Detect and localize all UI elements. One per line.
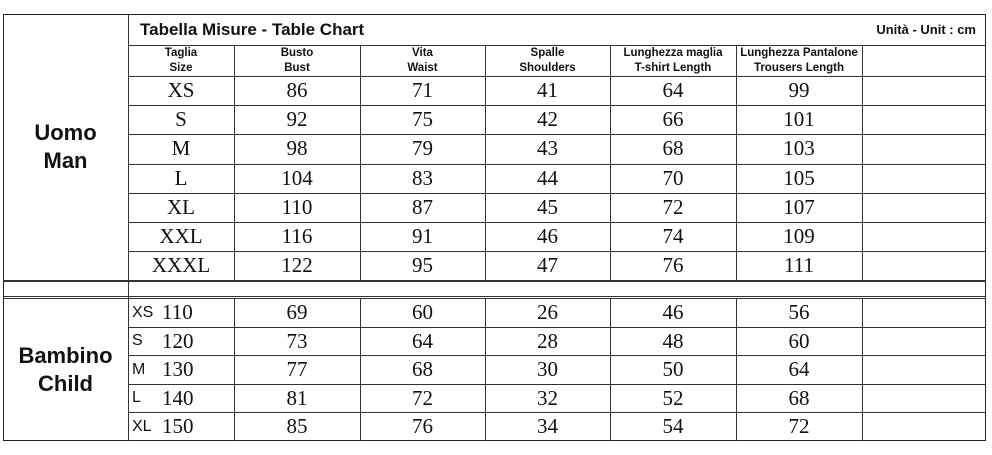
measure-cell-shoulders: 42: [537, 107, 558, 132]
size-cell: [128, 355, 234, 384]
size-cell: M: [171, 136, 191, 161]
measure-cell-trousers: 103: [783, 136, 815, 161]
measure-cell-bust: 86: [286, 78, 308, 103]
measure-cell-trousers: 60: [788, 328, 810, 353]
size-cell: XXL: [159, 224, 203, 249]
column-header: [485, 45, 610, 76]
measure-cell-waist: 75: [412, 107, 433, 132]
column-header-it: Lunghezza maglia: [623, 46, 723, 59]
column-header-en: Trousers Length: [753, 61, 845, 74]
measure-cell-waist: 68: [412, 357, 433, 382]
measure-cell-waist: 72: [412, 385, 433, 410]
group-label-it: Uomo: [34, 120, 97, 146]
measure-cell-waist: 87: [412, 194, 433, 219]
measure-cell-shoulders: 47: [537, 253, 558, 278]
measure-cell-waist: 83: [412, 165, 433, 190]
grid-line-horizontal: [3, 280, 986, 282]
size-cell: XL: [167, 194, 195, 219]
measure-cell-trousers: 109: [783, 224, 815, 249]
column-header: [128, 45, 234, 76]
column-header-it: Vita: [412, 46, 433, 59]
size-cell: L: [174, 165, 188, 190]
child-size-label: L: [132, 389, 141, 407]
child-height-value: 120: [162, 328, 194, 353]
measure-cell-shoulders: 28: [537, 328, 558, 353]
measure-cell-tshirt: 46: [662, 300, 684, 325]
column-header-it: Spalle: [530, 46, 565, 59]
measure-cell-shoulders: 46: [537, 224, 558, 249]
measure-cell-waist: 71: [412, 78, 433, 103]
column-header-en: Waist: [407, 61, 438, 74]
measure-cell-shoulders: 43: [537, 136, 558, 161]
measure-cell-trousers: 68: [788, 385, 810, 410]
measure-cell-bust: 104: [281, 165, 313, 190]
column-header: [234, 45, 360, 76]
measure-cell-tshirt: 68: [662, 136, 684, 161]
column-header-it: Busto: [280, 46, 314, 59]
size-cell: [128, 327, 234, 356]
measure-cell-waist: 60: [412, 300, 433, 325]
measure-cell-bust: 92: [286, 107, 308, 132]
measure-cell-bust: 81: [286, 385, 308, 410]
column-header: [736, 45, 862, 76]
size-cell: [128, 298, 234, 327]
measure-cell-shoulders: 45: [537, 194, 558, 219]
measure-cell-bust: 122: [281, 253, 313, 278]
measure-cell-shoulders: 30: [537, 357, 558, 382]
measure-cell-trousers: 105: [783, 165, 815, 190]
measure-cell-shoulders: 34: [537, 414, 558, 439]
grid-line-vertical: [862, 298, 863, 441]
column-header-it: Taglia: [164, 46, 198, 59]
measure-cell-bust: 69: [286, 300, 308, 325]
child-size-label: XS: [132, 303, 154, 321]
column-header-en: Size: [169, 61, 193, 74]
size-cell: XXXL: [151, 253, 211, 278]
table-title: Tabella Misure - Table Chart: [140, 19, 365, 39]
measure-cell-waist: 95: [412, 253, 433, 278]
measure-cell-bust: 116: [281, 224, 313, 249]
measure-cell-shoulders: 26: [537, 300, 558, 325]
group-label-it: Bambino: [18, 342, 113, 368]
column-header-en: T-shirt Length: [634, 61, 712, 74]
measure-cell-bust: 85: [286, 414, 308, 439]
group-label-en: Child: [38, 370, 93, 396]
measure-cell-trousers: 99: [788, 78, 810, 103]
measure-cell-trousers: 72: [788, 414, 810, 439]
measure-cell-tshirt: 64: [662, 78, 684, 103]
unit-label: Unità - Unit : cm: [876, 22, 976, 37]
size-cell: [128, 384, 234, 413]
child-size-label: M: [132, 360, 146, 378]
measure-cell-tshirt: 72: [662, 194, 684, 219]
measure-cell-waist: 76: [412, 414, 433, 439]
measure-cell-shoulders: 41: [537, 78, 558, 103]
measure-cell-waist: 79: [412, 136, 433, 161]
measure-cell-tshirt: 54: [662, 414, 684, 439]
measure-cell-waist: 91: [412, 224, 433, 249]
column-header-en: Shoulders: [519, 61, 576, 74]
measure-cell-tshirt: 66: [662, 107, 684, 132]
child-height-value: 140: [162, 385, 194, 410]
measure-cell-trousers: 111: [784, 253, 814, 278]
measure-cell-tshirt: 48: [662, 328, 684, 353]
size-cell: [128, 412, 234, 441]
measure-cell-tshirt: 76: [662, 253, 684, 278]
measure-cell-trousers: 64: [788, 357, 810, 382]
measure-cell-trousers: 107: [783, 194, 815, 219]
column-header-en: Bust: [284, 61, 310, 74]
child-size-label: XL: [132, 417, 152, 435]
measure-cell-tshirt: 70: [662, 165, 684, 190]
measure-cell-bust: 73: [286, 328, 308, 353]
measure-cell-waist: 64: [412, 328, 433, 353]
measure-cell-tshirt: 74: [662, 224, 684, 249]
measure-cell-trousers: 101: [783, 107, 815, 132]
child-height-value: 150: [162, 414, 194, 439]
measure-cell-shoulders: 32: [537, 385, 558, 410]
column-header: [360, 45, 485, 76]
group-label-en: Man: [43, 148, 88, 174]
child-height-value: 130: [162, 357, 194, 382]
measure-cell-bust: 110: [281, 194, 313, 219]
size-cell: S: [175, 107, 187, 132]
measure-cell-tshirt: 50: [662, 357, 684, 382]
measure-cell-bust: 77: [286, 357, 308, 382]
measure-cell-tshirt: 52: [662, 385, 684, 410]
child-size-label: S: [132, 332, 143, 350]
measure-cell-trousers: 56: [788, 300, 810, 325]
size-cell: XS: [167, 78, 195, 103]
column-header-it: Lunghezza Pantalone: [740, 46, 858, 59]
group-label-men: [3, 14, 128, 280]
measure-cell-bust: 98: [286, 136, 308, 161]
child-height-value: 110: [162, 300, 193, 325]
column-header: [610, 45, 736, 76]
group-label-child: [3, 298, 128, 441]
grid-line-horizontal: [3, 296, 986, 297]
measure-cell-shoulders: 44: [537, 165, 558, 190]
